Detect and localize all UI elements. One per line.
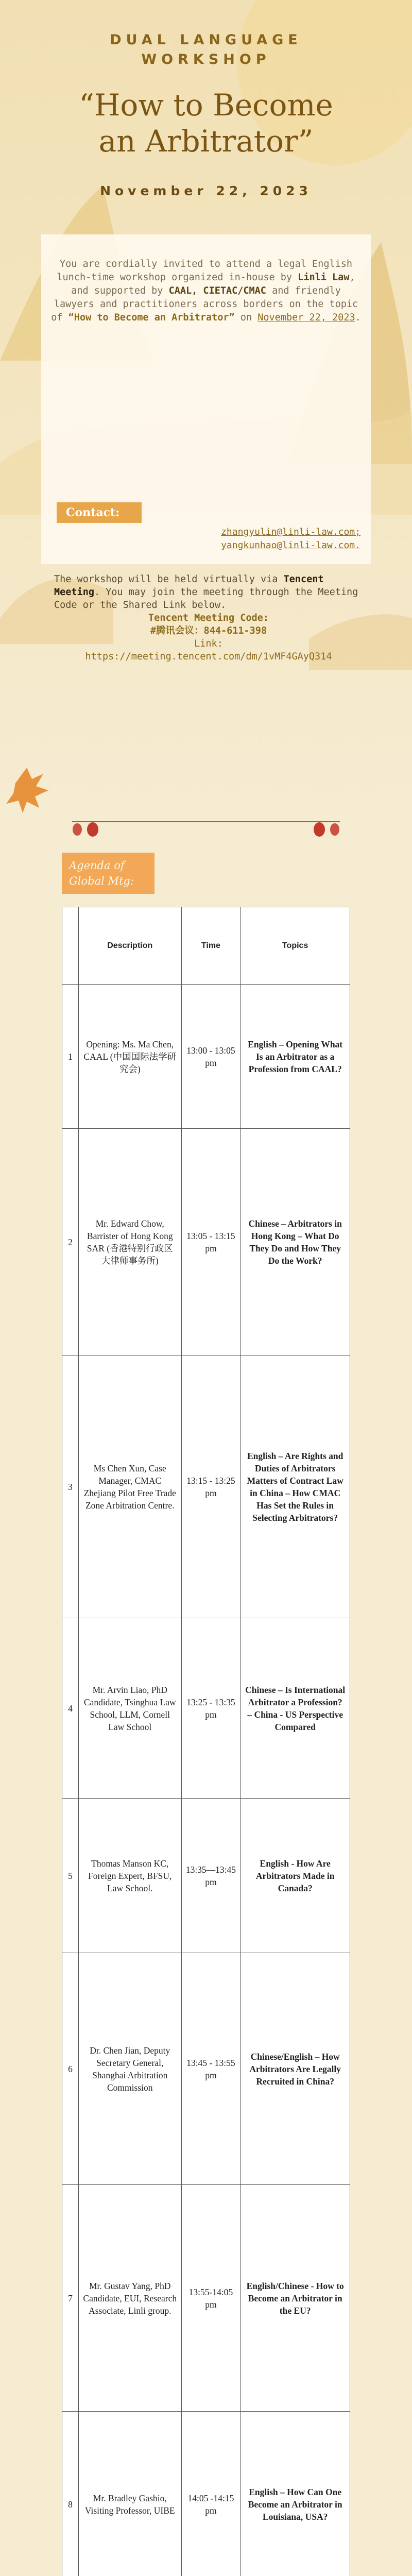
invite-text-part: and friendly lawyers and practitioners across borders on the topic of [51, 285, 358, 323]
col-header-time: Time [181, 907, 241, 985]
row-number: 7 [62, 2185, 79, 2412]
invite-text-part: on [234, 312, 258, 323]
row-time: 13:15 - 13:25 pm [181, 1355, 241, 1618]
email-link-1[interactable]: zhangyulin@linli-law.com; [221, 527, 360, 537]
row-time: 13:05 - 13:15 pm [181, 1129, 241, 1355]
agenda-header-row [62, 907, 350, 985]
page-title-line2: an Arbitrator” [98, 124, 314, 159]
table-row [62, 2185, 350, 2412]
row-time: 13:35—13:45 pm [181, 1799, 241, 1953]
row-number: 4 [62, 1618, 79, 1799]
row-number: 3 [62, 1355, 79, 1618]
meeting-code-label: Tencent Meeting Code: [148, 613, 269, 623]
row-description: Mr. Arvin Liao, PhD Candidate, Tsinghua Law School, LLM, Cornell Law School [78, 1618, 181, 1799]
row-description: Ms Chen Xun, Case Manager, CMAC Zhejiang Pilot Free Trade Zone Arbitration Centre. [78, 1355, 181, 1618]
row-description: Mr. Edward Chow, Barrister of Hong Kong SAR (香港特别行政区大律师事务所) [78, 1129, 181, 1355]
invite-text-part: You are cordially invited to attend a legal English lunch-time workshop organized in-house by [57, 259, 353, 283]
meeting-text: . You may join the meeting through the Meeting Code or the Shared Link below. [54, 587, 358, 611]
agenda-label: Agenda of Global Mtg: [62, 853, 154, 894]
row-number: 2 [62, 1129, 79, 1355]
col-header-description: Description [78, 907, 181, 985]
row-description: Mr. Bradley Gasbio, Visiting Professor, UIBE [78, 2412, 181, 2576]
table-row [62, 985, 350, 1129]
row-number: 6 [62, 1953, 79, 2185]
row-topic: English – How Can One Become an Arbitrator in Louisiana, USA? [241, 2412, 350, 2576]
row-topic: English - How Are Arbitrators Made in Canada? [241, 1799, 350, 1953]
contact-emails [62, 526, 360, 552]
org-supporters: CAAL, CIETAC/CMAC [168, 285, 266, 296]
page-title-line1: “How to Become [79, 88, 333, 123]
workshop-date-link[interactable]: November 22, 2023 [258, 312, 355, 323]
workshop-topic: “How to Become an Arbitrator” [68, 312, 235, 323]
row-description: Thomas Manson KC, Foreign Expert, BFSU, Law School. [78, 1799, 181, 1953]
row-time: 13:00 - 13:05 pm [181, 985, 241, 1129]
meeting-platform: Tencent Meeting [54, 574, 324, 598]
email-link-2[interactable]: yangkunhao@linli-law.com. [221, 540, 360, 551]
row-topic: English – Opening What Is an Arbitrator as a Profession from CAAL? [241, 985, 350, 1129]
table-row [62, 1355, 350, 1618]
row-topic: Chinese – Is International Arbitrator a Profession? – China - US Perspective Compared [241, 1618, 350, 1799]
invite-text-part: , and supported by [71, 272, 355, 296]
table-row [62, 1799, 350, 1953]
agenda-table [62, 907, 350, 2576]
meeting-link-label: Link: [194, 638, 223, 649]
row-topic: English/Chinese - How to Become an Arbitrator in the EU? [241, 2185, 350, 2412]
invitation-text [49, 258, 363, 325]
meeting-info [54, 573, 363, 663]
table-row [62, 1129, 350, 1355]
meeting-link[interactable]: https://meeting.tencent.com/dm/1vMF4GAyQ314 [85, 651, 332, 662]
row-time: 14:05 -14:15 pm [181, 2412, 241, 2576]
row-time: 13:45 - 13:55 pm [181, 1953, 241, 2185]
event-date: November 22, 2023 [100, 183, 312, 198]
col-header-no [62, 907, 79, 985]
eyebrow-line2: WORKSHOP [141, 52, 271, 67]
meeting-text: The workshop will be held virtually via [54, 574, 284, 585]
row-topic: Chinese/English – How Arbitrators Are Legally Recruited in China? [241, 1953, 350, 2185]
eyebrow-line1: DUAL LANGUAGE [110, 32, 302, 48]
row-number: 5 [62, 1799, 79, 1953]
org-linli: Linli Law [298, 272, 350, 283]
row-topic: English – Are Rights and Duties of Arbitrators Matters of Contract Law in China – How CMAC Has Set the Rules in Selecting Arbitrators? [241, 1355, 350, 1618]
row-description: Mr. Gustav Yang, PhD Candidate, EUI, Research Associate, Linli group. [78, 2185, 181, 2412]
meeting-code: #腾讯会议：844-611-398 [150, 625, 267, 636]
row-topic: Chinese – Arbitrators in Hong Kong – What Do They Do and How They Do the Work? [241, 1129, 350, 1355]
row-number: 1 [62, 985, 79, 1129]
table-row [62, 1618, 350, 1799]
contact-label: Contact: [57, 502, 142, 523]
row-description: Dr. Chen Jian, Deputy Secretary General, Shanghai Arbitration Commission [78, 1953, 181, 2185]
row-time: 13:55-14:05 pm [181, 2185, 241, 2412]
row-time: 13:25 - 13:35 pm [181, 1618, 241, 1799]
table-row [62, 1953, 350, 2185]
invite-text-part: . [355, 312, 361, 323]
row-description: Opening: Ms. Ma Chen, CAAL (中国国际法学研究会) [78, 985, 181, 1129]
row-number: 8 [62, 2412, 79, 2576]
table-row [62, 2412, 350, 2576]
col-header-topics: Topics [241, 907, 350, 985]
